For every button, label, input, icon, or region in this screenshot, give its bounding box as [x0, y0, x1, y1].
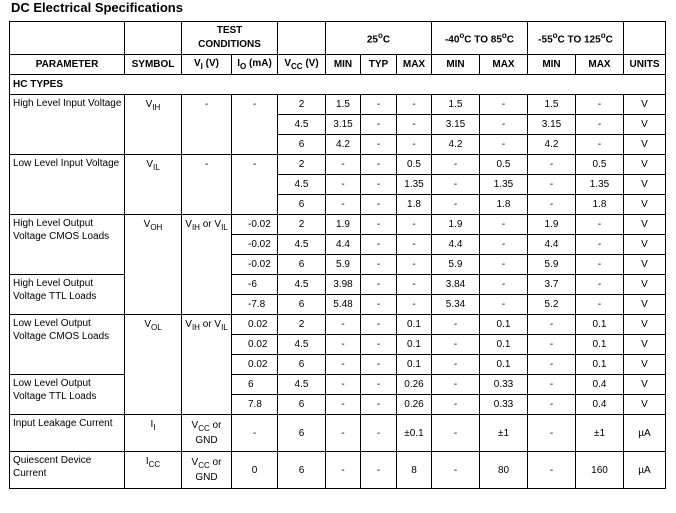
table-row — [10, 452, 666, 489]
value-cell: 1.35 — [576, 175, 624, 195]
value-cell: 1.5 — [528, 95, 576, 115]
value-cell: 0.5 — [480, 155, 528, 175]
value-cell: - — [576, 295, 624, 315]
header-max: MAX — [397, 55, 432, 75]
value-cell: - — [432, 395, 480, 415]
vi-cell: - — [182, 95, 232, 155]
value-cell: 6 — [278, 295, 326, 315]
value-cell: - — [361, 375, 397, 395]
value-cell: - — [432, 452, 480, 489]
value-cell: 0.4 — [576, 395, 624, 415]
value-cell: -6 — [232, 275, 278, 295]
header-blank-param — [10, 22, 125, 55]
value-cell: 1.9 — [528, 215, 576, 235]
header-max: MAX — [576, 55, 624, 75]
value-cell: V — [624, 315, 666, 335]
value-cell: 1.35 — [480, 175, 528, 195]
value-cell: 0.4 — [576, 375, 624, 395]
value-cell: 4.5 — [278, 375, 326, 395]
symbol-cell: $V_{OH}$ — [125, 215, 182, 315]
vi-cell: - — [182, 155, 232, 215]
value-cell: - — [480, 95, 528, 115]
header-vi: $V_I$ (V) — [182, 55, 232, 75]
vi-cell: $V_{CC}$ or GND — [182, 452, 232, 489]
value-cell: 0.5 — [397, 155, 432, 175]
value-cell: 1.9 — [326, 215, 361, 235]
value-cell: -0.02 — [232, 235, 278, 255]
value-cell: 6 — [278, 195, 326, 215]
value-cell: - — [361, 175, 397, 195]
value-cell: V — [624, 95, 666, 115]
table-row — [10, 375, 666, 395]
value-cell: 1.35 — [397, 175, 432, 195]
value-cell: 0.1 — [397, 355, 432, 375]
value-cell: - — [528, 195, 576, 215]
table-row — [10, 415, 666, 452]
value-cell: 2 — [278, 155, 326, 175]
value-cell: 5.2 — [528, 295, 576, 315]
value-cell: µA — [624, 452, 666, 489]
value-cell: 6 — [278, 355, 326, 375]
value-cell: 0.1 — [480, 315, 528, 335]
value-cell: - — [528, 375, 576, 395]
value-cell: - — [432, 175, 480, 195]
value-cell: - — [326, 415, 361, 452]
value-cell: 1.9 — [432, 215, 480, 235]
header-min: MIN — [432, 55, 480, 75]
value-cell: - — [528, 452, 576, 489]
value-cell: - — [480, 235, 528, 255]
value-cell: 1.5 — [432, 95, 480, 115]
value-cell: 4.5 — [278, 335, 326, 355]
header-min: MIN — [326, 55, 361, 75]
value-cell: - — [528, 175, 576, 195]
value-cell: - — [361, 115, 397, 135]
value-cell: -0.02 — [232, 215, 278, 235]
header-blank-vcc — [278, 22, 326, 55]
header-max: MAX — [480, 55, 528, 75]
value-cell: 6 — [278, 415, 326, 452]
value-cell: V — [624, 195, 666, 215]
value-cell: - — [361, 295, 397, 315]
value-cell: -0.02 — [232, 255, 278, 275]
value-cell: - — [361, 452, 397, 489]
value-cell: 3.84 — [432, 275, 480, 295]
header-units: UNITS — [624, 55, 666, 75]
parameter-cell: High Level Output Voltage CMOS Loads — [10, 215, 125, 275]
value-cell: - — [361, 195, 397, 215]
value-cell: V — [624, 115, 666, 135]
value-cell: 5.48 — [326, 295, 361, 315]
value-cell: - — [361, 155, 397, 175]
value-cell: - — [361, 415, 397, 452]
value-cell: 6 — [278, 452, 326, 489]
value-cell: - — [326, 395, 361, 415]
header-85c: -40$^o$C TO 85$^o$C — [432, 22, 528, 55]
header-symbol: SYMBOL — [125, 55, 182, 75]
value-cell: - — [480, 295, 528, 315]
value-cell: - — [480, 215, 528, 235]
value-cell: - — [361, 395, 397, 415]
section-label: HC TYPES — [10, 75, 666, 95]
value-cell: 0.1 — [397, 335, 432, 355]
value-cell: 4.4 — [326, 235, 361, 255]
value-cell: 0.5 — [576, 155, 624, 175]
value-cell: 1.8 — [576, 195, 624, 215]
value-cell: 8 — [397, 452, 432, 489]
value-cell: - — [576, 235, 624, 255]
symbol-cell: $I_{CC}$ — [125, 452, 182, 489]
value-cell: -7.8 — [232, 295, 278, 315]
value-cell: ±0.1 — [397, 415, 432, 452]
io-cell: - — [232, 95, 278, 155]
value-cell: 4.5 — [278, 115, 326, 135]
header-blank-symbol — [125, 22, 182, 55]
parameter-cell: Low Level Output Voltage TTL Loads — [10, 375, 125, 415]
symbol-cell: $I_I$ — [125, 415, 182, 452]
parameter-cell: High Level Input Voltage — [10, 95, 125, 155]
value-cell: - — [432, 375, 480, 395]
parameter-cell: Quiescent Device Current — [10, 452, 125, 489]
parameter-cell: Low Level Input Voltage — [10, 155, 125, 215]
value-cell: - — [232, 415, 278, 452]
value-cell: - — [326, 355, 361, 375]
value-cell: - — [528, 415, 576, 452]
value-cell: - — [397, 295, 432, 315]
parameter-cell: Input Leakage Current — [10, 415, 125, 452]
value-cell: 1.8 — [480, 195, 528, 215]
value-cell: - — [576, 115, 624, 135]
header-io: $I_O$ (mA) — [232, 55, 278, 75]
value-cell: - — [361, 215, 397, 235]
value-cell: - — [528, 395, 576, 415]
value-cell: - — [326, 175, 361, 195]
io-cell: - — [232, 155, 278, 215]
value-cell: 3.15 — [326, 115, 361, 135]
value-cell: 4.2 — [432, 135, 480, 155]
value-cell: - — [397, 235, 432, 255]
value-cell: 0.33 — [480, 375, 528, 395]
value-cell: - — [397, 275, 432, 295]
table-row — [10, 215, 666, 235]
value-cell: - — [480, 135, 528, 155]
value-cell: - — [397, 95, 432, 115]
value-cell: - — [397, 115, 432, 135]
value-cell: - — [361, 315, 397, 335]
value-cell: V — [624, 135, 666, 155]
symbol-cell: $V_{IL}$ — [125, 155, 182, 215]
header-parameter: PARAMETER — [10, 55, 125, 75]
value-cell: - — [576, 95, 624, 115]
value-cell: 160 — [576, 452, 624, 489]
value-cell: - — [326, 315, 361, 335]
parameter-cell: High Level Output Voltage TTL Loads — [10, 275, 125, 315]
value-cell: 5.9 — [432, 255, 480, 275]
value-cell: - — [361, 355, 397, 375]
value-cell: 5.34 — [432, 295, 480, 315]
header-typ: TYP — [361, 55, 397, 75]
value-cell: 1.8 — [397, 195, 432, 215]
value-cell: 4.2 — [326, 135, 361, 155]
value-cell: - — [576, 135, 624, 155]
value-cell: µA — [624, 415, 666, 452]
parameter-cell: Low Level Output Voltage CMOS Loads — [10, 315, 125, 375]
table-row — [10, 155, 666, 175]
value-cell: ±1 — [480, 415, 528, 452]
header-25c: 25$^o$C — [326, 22, 432, 55]
header-min: MIN — [528, 55, 576, 75]
value-cell: 2 — [278, 95, 326, 115]
value-cell: 0 — [232, 452, 278, 489]
value-cell: 0.02 — [232, 315, 278, 335]
value-cell: 3.98 — [326, 275, 361, 295]
value-cell: - — [576, 215, 624, 235]
value-cell: 0.02 — [232, 335, 278, 355]
value-cell: - — [432, 315, 480, 335]
value-cell: - — [528, 335, 576, 355]
value-cell: ±1 — [576, 415, 624, 452]
value-cell: 6 — [278, 395, 326, 415]
value-cell: - — [576, 275, 624, 295]
value-cell: - — [326, 195, 361, 215]
value-cell: - — [326, 375, 361, 395]
value-cell: 3.15 — [432, 115, 480, 135]
header-125c: -55$^o$C TO 125$^o$C — [528, 22, 624, 55]
value-cell: - — [361, 335, 397, 355]
value-cell: V — [624, 335, 666, 355]
value-cell: V — [624, 275, 666, 295]
value-cell: - — [326, 155, 361, 175]
value-cell: 7.8 — [232, 395, 278, 415]
value-cell: - — [480, 115, 528, 135]
value-cell: 2 — [278, 215, 326, 235]
vi-cell: $V_{IH}$ or $V_{IL}$ — [182, 215, 232, 315]
value-cell: - — [480, 255, 528, 275]
value-cell: 0.26 — [397, 395, 432, 415]
value-cell: - — [397, 255, 432, 275]
value-cell: V — [624, 235, 666, 255]
value-cell: 0.33 — [480, 395, 528, 415]
header-test-conditions: TEST CONDITIONS — [182, 22, 278, 55]
dc-spec-table — [9, 21, 666, 489]
value-cell: V — [624, 355, 666, 375]
value-cell: 4.5 — [278, 275, 326, 295]
value-cell: - — [480, 275, 528, 295]
value-cell: 0.1 — [397, 315, 432, 335]
value-cell: V — [624, 255, 666, 275]
value-cell: 4.5 — [278, 175, 326, 195]
vi-cell: $V_{CC}$ or GND — [182, 415, 232, 452]
value-cell: - — [361, 95, 397, 115]
value-cell: - — [326, 335, 361, 355]
value-cell: 3.15 — [528, 115, 576, 135]
value-cell: 0.1 — [480, 355, 528, 375]
value-cell: - — [361, 255, 397, 275]
value-cell: 0.1 — [576, 315, 624, 335]
value-cell: 6 — [232, 375, 278, 395]
value-cell: 0.1 — [576, 355, 624, 375]
value-cell: - — [326, 452, 361, 489]
value-cell: V — [624, 215, 666, 235]
value-cell: - — [361, 275, 397, 295]
value-cell: - — [397, 135, 432, 155]
value-cell: 4.5 — [278, 235, 326, 255]
value-cell: 4.4 — [432, 235, 480, 255]
value-cell: - — [361, 235, 397, 255]
value-cell: 0.1 — [576, 335, 624, 355]
page-title: DC Electrical Specifications — [11, 0, 183, 15]
table-row — [10, 315, 666, 335]
value-cell: - — [576, 255, 624, 275]
value-cell: 5.9 — [326, 255, 361, 275]
symbol-cell: $V_{OL}$ — [125, 315, 182, 415]
header-vcc: $V_{CC}$ (V) — [278, 55, 326, 75]
value-cell: 5.9 — [528, 255, 576, 275]
value-cell: 6 — [278, 135, 326, 155]
value-cell: 4.4 — [528, 235, 576, 255]
value-cell: 4.2 — [528, 135, 576, 155]
value-cell: - — [432, 195, 480, 215]
vi-cell: $V_{IH}$ or $V_{IL}$ — [182, 315, 232, 415]
value-cell: - — [528, 355, 576, 375]
value-cell: V — [624, 155, 666, 175]
symbol-cell: $V_{IH}$ — [125, 95, 182, 155]
value-cell: V — [624, 295, 666, 315]
value-cell: V — [624, 175, 666, 195]
value-cell: - — [432, 335, 480, 355]
value-cell: V — [624, 375, 666, 395]
value-cell: V — [624, 395, 666, 415]
value-cell: - — [432, 355, 480, 375]
value-cell: 0.1 — [480, 335, 528, 355]
value-cell: - — [432, 415, 480, 452]
value-cell: - — [528, 155, 576, 175]
value-cell: - — [432, 155, 480, 175]
header-blank-units — [624, 22, 666, 55]
value-cell: - — [361, 135, 397, 155]
table-row — [10, 275, 666, 295]
value-cell: 0.26 — [397, 375, 432, 395]
value-cell: 1.5 — [326, 95, 361, 115]
value-cell: 80 — [480, 452, 528, 489]
value-cell: - — [528, 315, 576, 335]
value-cell: 3.7 — [528, 275, 576, 295]
table-row — [10, 95, 666, 115]
value-cell: 6 — [278, 255, 326, 275]
value-cell: 2 — [278, 315, 326, 335]
value-cell: - — [397, 215, 432, 235]
value-cell: 0.02 — [232, 355, 278, 375]
